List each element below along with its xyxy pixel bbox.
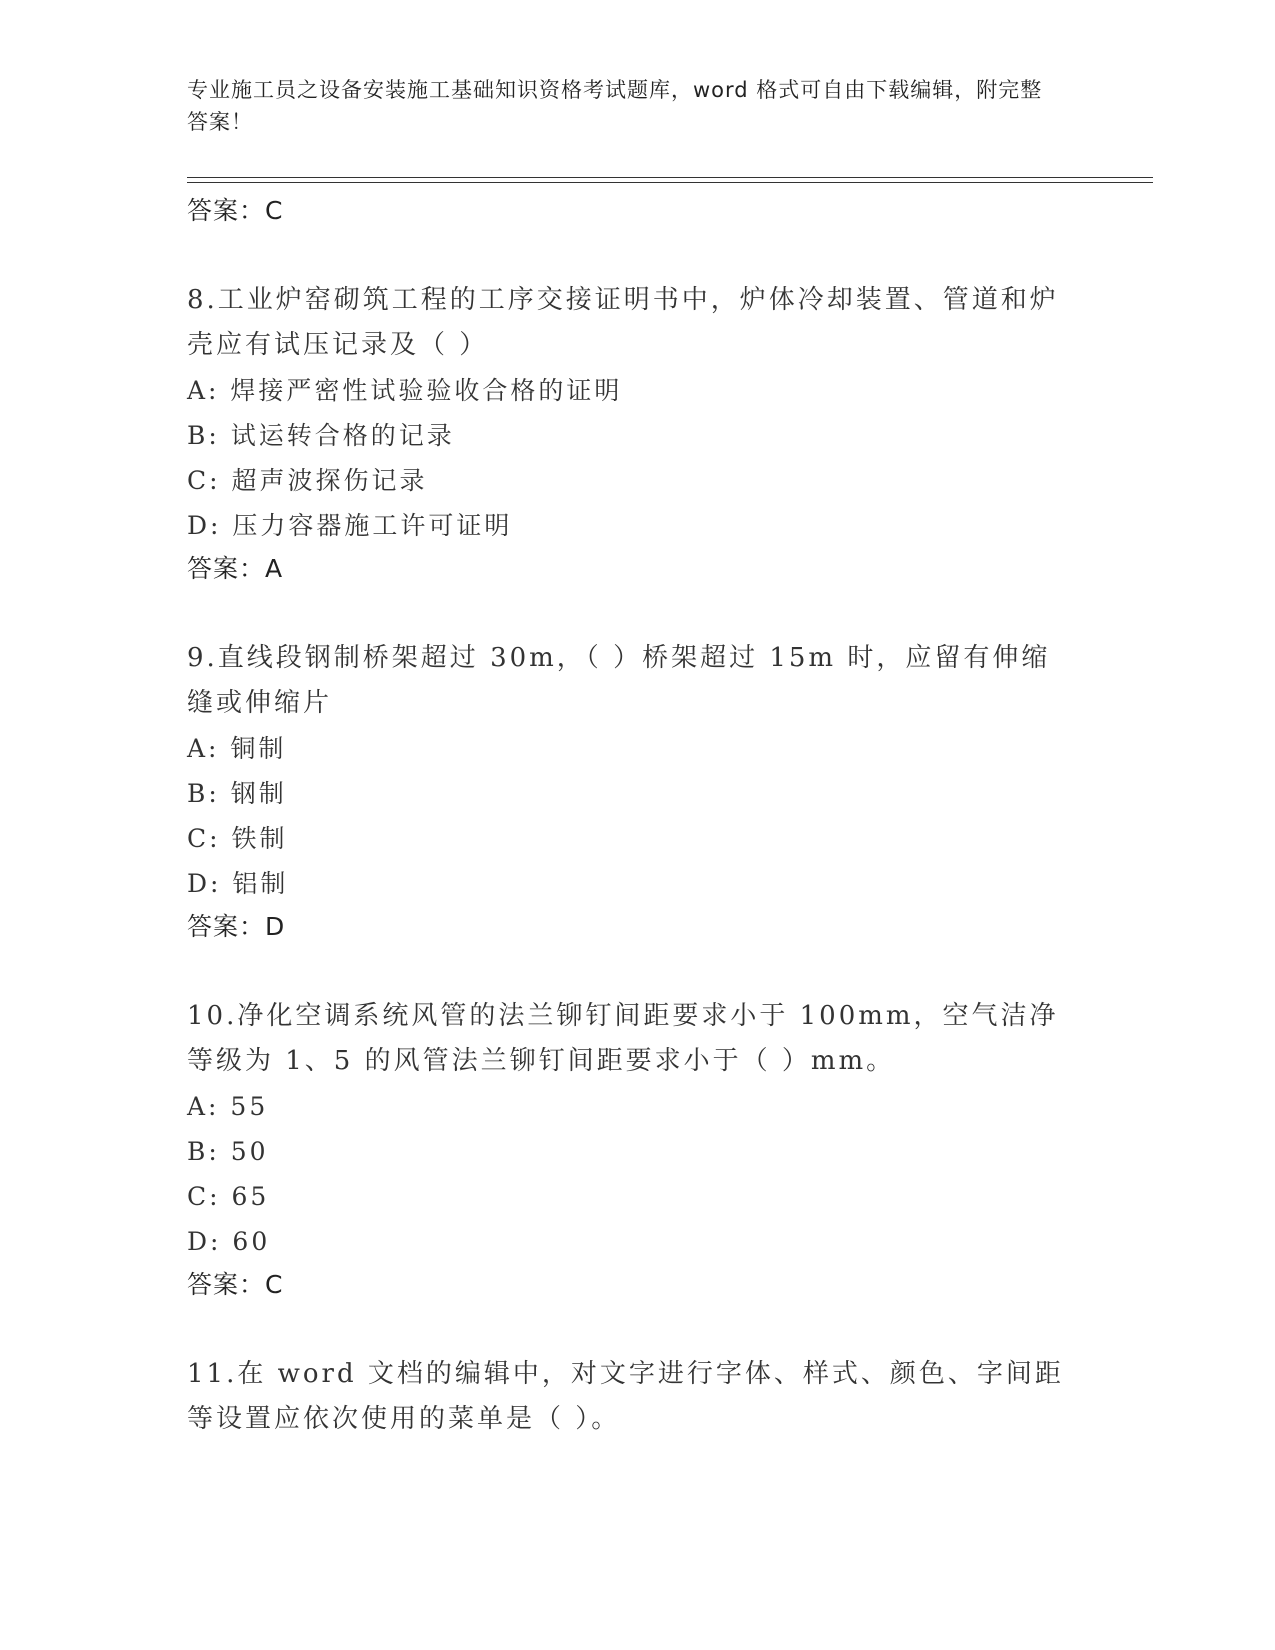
question-answer: 答案：D bbox=[187, 912, 286, 941]
header-divider-bottom bbox=[187, 182, 1153, 183]
question-answer: 答案：A bbox=[187, 554, 284, 583]
question-stem: 9.直线段钢制桥架超过 30m，（ ）桥架超过 15m 时，应留有伸缩缝或伸缩片 bbox=[187, 643, 1051, 718]
page-header: 专业施工员之设备安装施工基础知识资格考试题库，word 格式可自由下载编辑，附完整答案！ bbox=[187, 78, 1043, 134]
option-b: B: 钢制 bbox=[187, 779, 287, 808]
question-list bbox=[187, 190, 1087, 1442]
option-c: C: 铁制 bbox=[187, 824, 288, 853]
option-c: C: 超声波探伤记录 bbox=[187, 466, 428, 495]
question-stem: 11.在 word 文档的编辑中，对文字进行字体、样式、颜色、字间距等设置应依次使用的菜单是（ ）。 bbox=[187, 1359, 1064, 1434]
option-a: A: 铜制 bbox=[187, 734, 287, 763]
question-stem: 8.工业炉窑砌筑工程的工序交接证明书中，炉体冷却装置、管道和炉壳应有试压记录及（ ） bbox=[187, 285, 1059, 360]
question-answer: 答案：C bbox=[187, 1270, 284, 1299]
option-b: B: 50 bbox=[187, 1137, 269, 1166]
option-d: D: 铝制 bbox=[187, 869, 289, 898]
option-a: A: 55 bbox=[187, 1092, 269, 1121]
previous-answer: 答案：C bbox=[187, 196, 284, 225]
question-stem: 10.净化空调系统风管的法兰铆钉间距要求小于 100mm，空气洁净等级为 1、5 的风管法兰铆钉间距要求小于（ ）mm。 bbox=[187, 1001, 1059, 1076]
header-divider-top bbox=[187, 177, 1153, 178]
option-d: D: 60 bbox=[187, 1227, 271, 1256]
option-b: B: 试运转合格的记录 bbox=[187, 421, 455, 450]
option-c: C: 65 bbox=[187, 1182, 270, 1211]
option-d: D: 压力容器施工许可证明 bbox=[187, 511, 513, 540]
option-a: A: 焊接严密性试验验收合格的证明 bbox=[187, 376, 623, 405]
